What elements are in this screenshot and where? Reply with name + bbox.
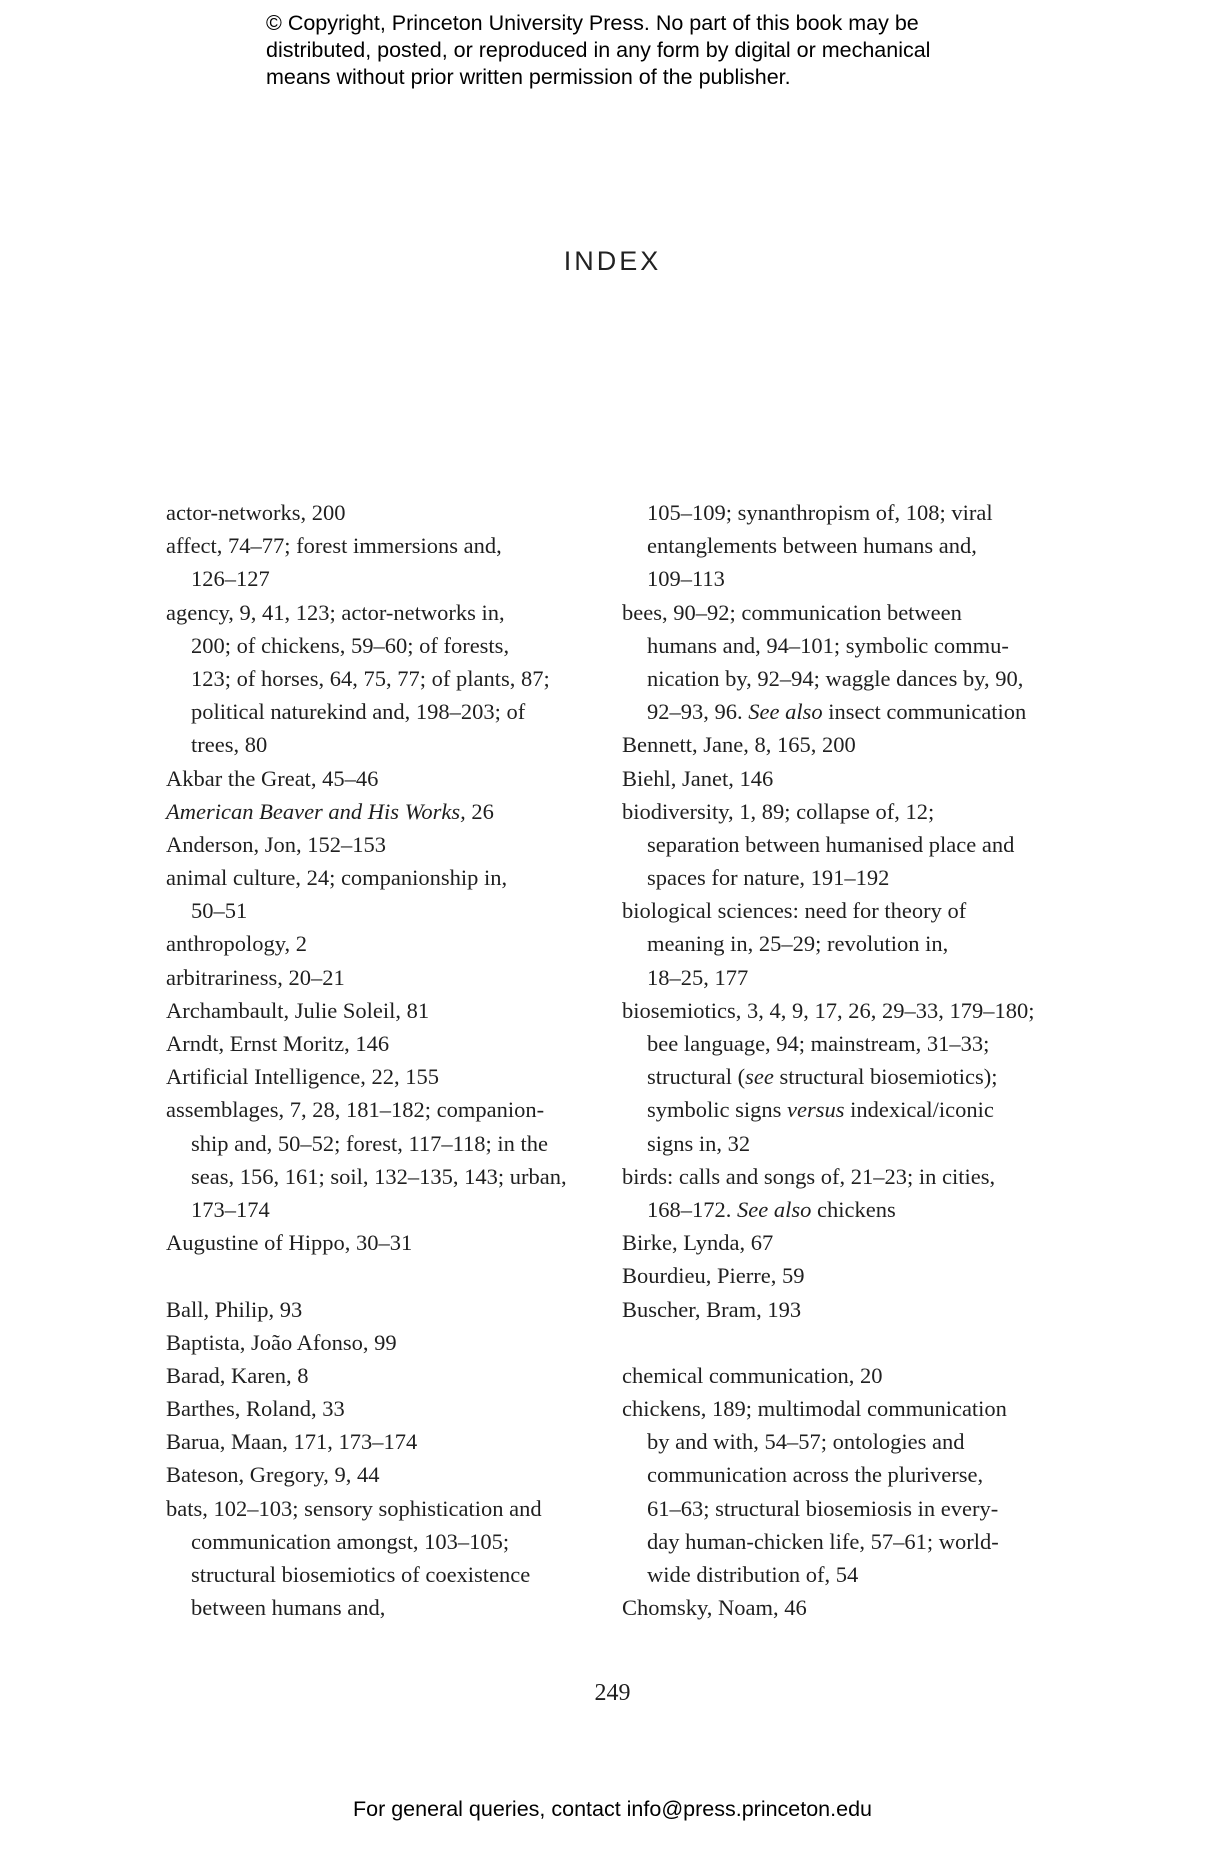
copyright-line: distributed, posted, or reproduced in any form by digital or mechanical — [266, 38, 931, 62]
index-subline: 200; of chickens, 59–60; of forests, — [191, 632, 510, 658]
index-subline — [622, 1093, 1062, 1126]
index-subline — [622, 1060, 1062, 1093]
index-subline: nication by, 92–94; waggle dances by, 90, — [647, 665, 1024, 691]
index-entry: agency, 9, 41, 123; actor-networks in, — [166, 599, 505, 625]
page-number: 249 — [594, 1680, 631, 1706]
copyright-notice — [266, 10, 1026, 91]
italic-text: See also — [748, 699, 823, 725]
index-subline: 105–109; synanthropism of, 108; viral — [647, 500, 993, 525]
italic-text: see — [745, 1064, 774, 1090]
section-gap — [166, 1259, 586, 1292]
index-entry: Ball, Philip, 93 — [166, 1296, 303, 1322]
index-entry: Archambault, Julie Soleil, 81 — [166, 997, 430, 1023]
index-entry: Barad, Karen, 8 — [166, 1362, 309, 1388]
entry-text: symbolic signs — [647, 1097, 788, 1123]
index-subline: communication across the pluriverse, — [647, 1462, 984, 1488]
index-column-left — [166, 496, 586, 1624]
index-subline — [622, 695, 1062, 728]
index-entry: Birke, Lynda, 67 — [622, 1230, 774, 1256]
index-entry: arbitrariness, 20–21 — [166, 964, 345, 990]
index-entry: Chomsky, Noam, 46 — [622, 1595, 807, 1621]
index-subline: structural biosemiotics of coexistence — [191, 1562, 531, 1587]
index-subline: between humans and, — [191, 1595, 386, 1621]
entry-text: insect communication — [822, 699, 1027, 725]
section-gap — [622, 1326, 1062, 1359]
index-entry: Buscher, Bram, 193 — [622, 1296, 802, 1322]
index-entry: Akbar the Great, 45–46 — [166, 765, 379, 791]
index-entry: Barua, Maan, 171, 173–174 — [166, 1429, 418, 1455]
index-entry: biological sciences: need for theory of — [622, 898, 967, 924]
index-subline: day human-chicken life, 57–61; world- — [647, 1528, 999, 1554]
index-entry: Biehl, Janet, 146 — [622, 765, 774, 791]
index-subline: 123; of horses, 64, 75, 77; of plants, 87; — [191, 665, 550, 691]
index-subline: wide distribution of, 54 — [647, 1562, 859, 1587]
index-subline: spaces for nature, 191–192 — [647, 865, 890, 891]
index-entry: biodiversity, 1, 89; collapse of, 12; — [622, 798, 935, 824]
entry-text: 168–172. — [647, 1196, 737, 1222]
index-subline: entanglements between humans and, — [647, 533, 977, 559]
italic-text: See also — [737, 1196, 812, 1222]
index-subline: trees, 80 — [191, 732, 268, 758]
index-subline: separation between humanised place and — [647, 831, 1015, 857]
index-subline: bee language, 94; mainstream, 31–33; — [647, 1031, 990, 1056]
index-entry: Augustine of Hippo, 30–31 — [166, 1230, 413, 1256]
index-entry: Anderson, Jon, 152–153 — [166, 831, 386, 857]
index-entry: Bennett, Jane, 8, 165, 200 — [622, 732, 856, 758]
entry-text: chickens — [811, 1196, 896, 1222]
page-title: INDEX — [563, 246, 662, 276]
entry-text: structural ( — [647, 1064, 746, 1090]
index-entry: affect, 74–77; forest immersions and, — [166, 533, 502, 559]
index-subline: seas, 156, 161; soil, 132–135, 143; urban, — [191, 1163, 567, 1189]
index-subline: 126–127 — [191, 566, 270, 592]
index-entry: chemical communication, 20 — [622, 1362, 883, 1388]
index-subline: meaning in, 25–29; revolution in, — [647, 931, 949, 957]
index-entry: assemblages, 7, 28, 181–182; companion- — [166, 1097, 545, 1123]
entry-text: 92–93, 96. — [647, 699, 749, 725]
copyright-line: means without prior written permission of the publisher. — [266, 65, 791, 89]
index-entry: Baptista, João Afonso, 99 — [166, 1329, 397, 1355]
index-entry: bats, 102–103; sensory sophistication and — [166, 1495, 542, 1521]
index-subline — [622, 1193, 1062, 1226]
index-entry: actor-networks, 200 — [166, 500, 346, 525]
index-entry: chickens, 189; multimodal communication — [622, 1396, 1007, 1422]
index-subline: humans and, 94–101; symbolic commu- — [647, 632, 1009, 658]
index-column-right — [622, 496, 1062, 1624]
index-entry: Bourdieu, Pierre, 59 — [622, 1263, 805, 1289]
index-entry: birds: calls and songs of, 21–23; in cities, — [622, 1163, 996, 1189]
index-subline: political naturekind and, 198–203; of — [191, 699, 526, 725]
index-entry: Arndt, Ernst Moritz, 146 — [166, 1031, 390, 1056]
index-entry: animal culture, 24; companionship in, — [166, 865, 508, 891]
index-entry: Barthes, Roland, 33 — [166, 1396, 345, 1422]
entry-text: indexical/iconic — [844, 1097, 994, 1123]
index-entry: Artificial Intelligence, 22, 155 — [166, 1064, 440, 1090]
index-subline: 109–113 — [647, 566, 725, 592]
index-entry: Bateson, Gregory, 9, 44 — [166, 1462, 380, 1488]
index-entry: biosemiotics, 3, 4, 9, 17, 26, 29–33, 179–180; — [622, 997, 1035, 1023]
index-subline: 50–51 — [191, 898, 248, 924]
italic-text: versus — [787, 1097, 845, 1123]
footer-contact: For general queries, contact info@press.princeton.edu — [352, 1797, 872, 1821]
index-subline: by and with, 54–57; ontologies and — [647, 1429, 965, 1455]
copyright-line: © Copyright, Princeton University Press. No part of this book may be — [266, 11, 919, 35]
index-entry: anthropology, 2 — [166, 931, 308, 957]
index-subline: ship and, 50–52; forest, 117–118; in the — [191, 1130, 549, 1156]
index-entry — [166, 795, 586, 828]
index-subline: 173–174 — [191, 1196, 270, 1222]
italic-text: American Beaver and His Works, — [166, 798, 466, 824]
entry-text: 26 — [465, 798, 494, 824]
index-subline: signs in, 32 — [647, 1130, 751, 1156]
entry-text: structural biosemiotics); — [773, 1064, 998, 1090]
index-entry: bees, 90–92; communication between — [622, 599, 962, 625]
index-subline: 61–63; structural biosemiosis in every- — [647, 1495, 999, 1521]
index-subline: communication amongst, 103–105; — [191, 1528, 510, 1554]
index-subline: 18–25, 177 — [647, 964, 749, 990]
